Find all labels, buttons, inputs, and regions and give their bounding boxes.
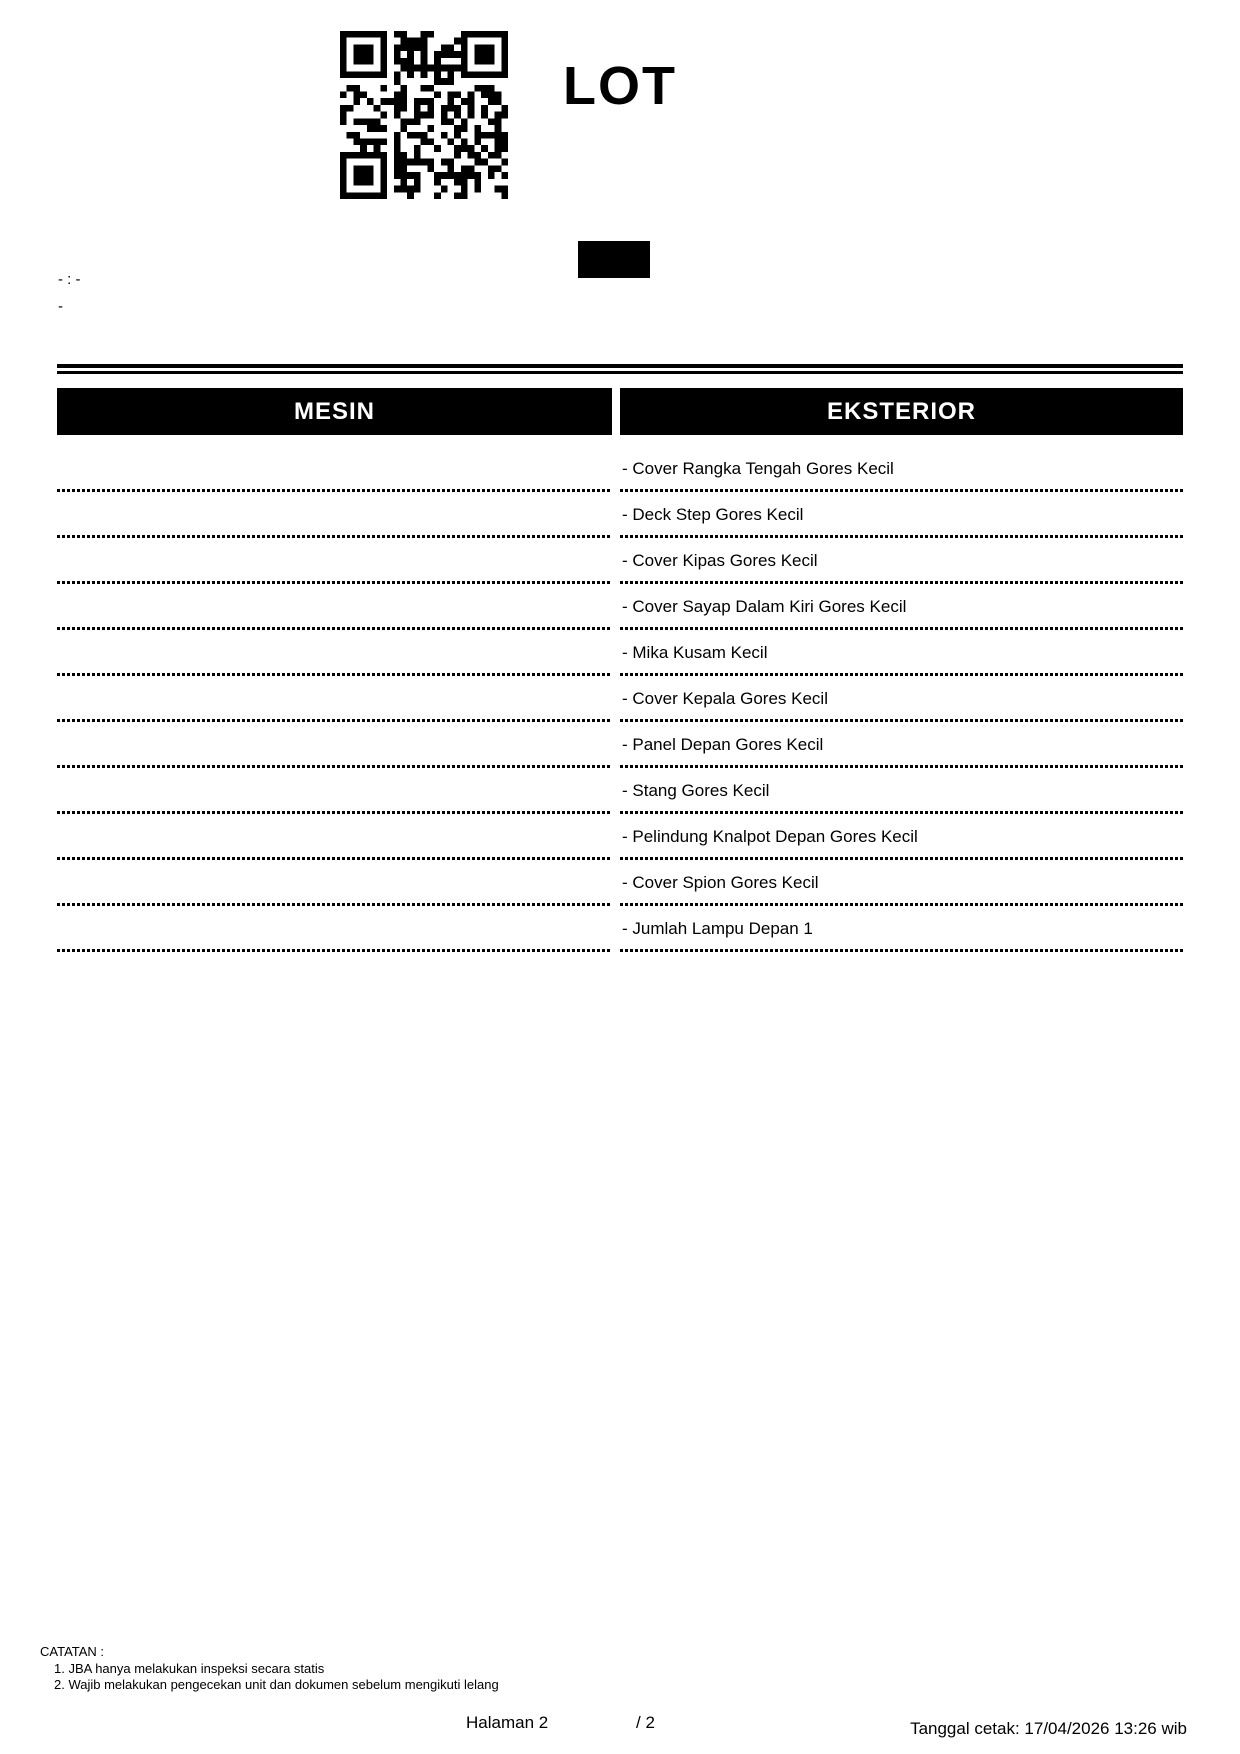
table-row <box>57 630 1183 676</box>
qr-code-icon <box>340 31 508 199</box>
mesin-cell <box>57 630 612 676</box>
lot-info-line-1: - : - <box>58 271 81 288</box>
column-gap <box>612 814 620 860</box>
page-title: LOT <box>563 56 677 116</box>
column-gap <box>612 722 620 768</box>
eksterior-cell <box>620 860 1183 906</box>
table-row <box>57 906 1183 952</box>
table-row <box>57 722 1183 768</box>
catatan-note-2: 2. Wajib melakukan pengecekan unit dan dokumen sebelum mengikuti lelang <box>54 1677 499 1692</box>
table-row <box>57 492 1183 538</box>
column-gap <box>612 630 620 676</box>
eksterior-item: - Cover Kipas Gores Kecil <box>622 551 818 570</box>
eksterior-cell <box>620 906 1183 952</box>
eksterior-cell <box>620 584 1183 630</box>
page-number: Halaman 2 <box>466 1713 549 1732</box>
mesin-cell <box>57 860 612 906</box>
eksterior-item: - Mika Kusam Kecil <box>622 643 768 662</box>
eksterior-item: - Cover Rangka Tengah Gores Kecil <box>622 459 894 478</box>
table-row <box>57 860 1183 906</box>
eksterior-item: - Panel Depan Gores Kecil <box>622 735 824 754</box>
mesin-cell <box>57 446 612 492</box>
eksterior-item: - Jumlah Lampu Depan 1 <box>622 919 813 938</box>
column-header-mesin: MESIN <box>57 388 612 435</box>
lot-info-line-2: - <box>58 298 63 315</box>
catatan-heading: CATATAN : <box>40 1644 105 1659</box>
table-row <box>57 584 1183 630</box>
column-gap <box>612 860 620 906</box>
mesin-cell <box>57 814 612 860</box>
mesin-cell <box>57 492 612 538</box>
eksterior-cell <box>620 538 1183 584</box>
column-gap <box>612 538 620 584</box>
redacted-lot-number <box>578 241 650 278</box>
mesin-cell <box>57 906 612 952</box>
column-gap <box>612 584 620 630</box>
double-rule-bottom <box>57 371 1183 374</box>
eksterior-item: - Cover Kepala Gores Kecil <box>622 689 828 708</box>
eksterior-cell <box>620 814 1183 860</box>
eksterior-cell <box>620 492 1183 538</box>
eksterior-item: - Deck Step Gores Kecil <box>622 505 804 524</box>
print-date: Tanggal cetak: 17/04/2026 13:26 wib <box>910 1719 1187 1738</box>
eksterior-cell <box>620 722 1183 768</box>
mesin-cell <box>57 538 612 584</box>
table-row <box>57 446 1183 492</box>
column-gap <box>612 446 620 492</box>
table-row <box>57 768 1183 814</box>
eksterior-item: - Stang Gores Kecil <box>622 781 770 800</box>
mesin-cell <box>57 676 612 722</box>
eksterior-cell <box>620 768 1183 814</box>
eksterior-cell <box>620 446 1183 492</box>
mesin-cell <box>57 722 612 768</box>
catatan-note-1: 1. JBA hanya melakukan inspeksi secara statis <box>54 1660 325 1676</box>
column-gap <box>612 906 620 952</box>
eksterior-cell <box>620 676 1183 722</box>
eksterior-item: - Cover Sayap Dalam Kiri Gores Kecil <box>622 597 907 616</box>
table-row <box>57 676 1183 722</box>
column-gap <box>612 768 620 814</box>
table-row <box>57 814 1183 860</box>
eksterior-item: - Cover Spion Gores Kecil <box>622 873 819 892</box>
mesin-cell <box>57 768 612 814</box>
column-gap <box>612 492 620 538</box>
eksterior-cell <box>620 630 1183 676</box>
double-rule-top <box>57 364 1183 368</box>
eksterior-item: - Pelindung Knalpot Depan Gores Kecil <box>622 827 918 846</box>
column-gap <box>612 676 620 722</box>
page-total: / 2 <box>636 1713 655 1732</box>
mesin-cell <box>57 584 612 630</box>
condition-table <box>57 436 1183 952</box>
column-header-eksterior: EKSTERIOR <box>620 388 1183 435</box>
table-row <box>57 538 1183 584</box>
catatan-block <box>40 1644 499 1694</box>
